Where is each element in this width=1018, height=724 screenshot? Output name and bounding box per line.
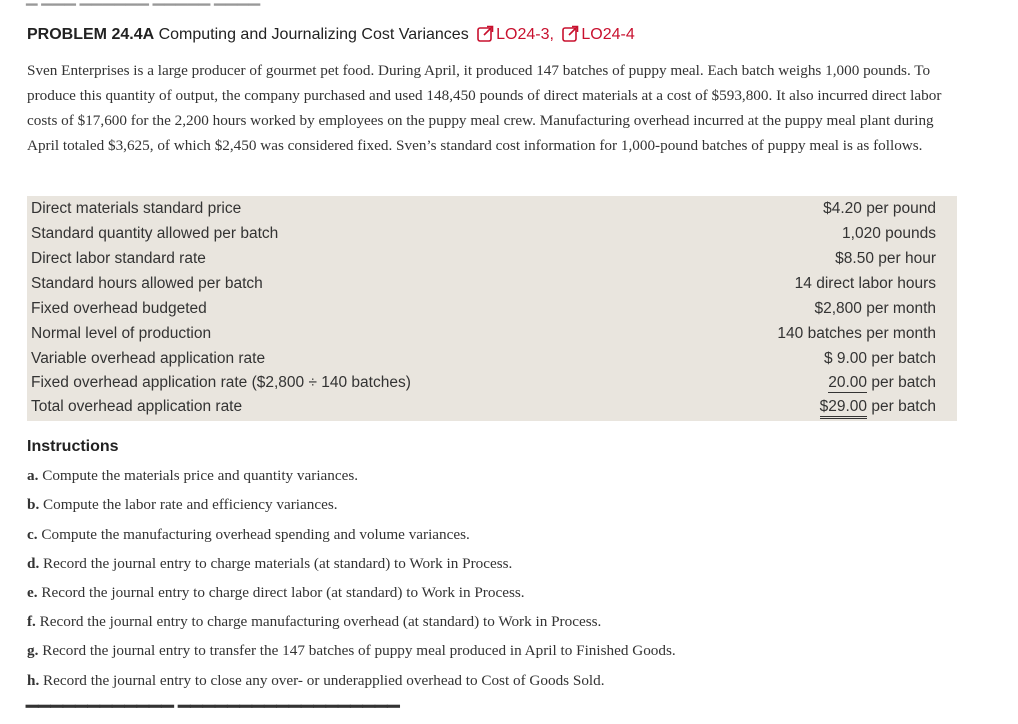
instruction-item: h. Record the journal entry to close any over- or underapplied overhead to Cost of Goods Sold. xyxy=(27,672,605,689)
external-link-icon xyxy=(477,25,494,49)
problem-label: PROBLEM 24.4A xyxy=(27,26,155,43)
table-row xyxy=(27,271,957,296)
instruction-item: e. Record the journal entry to charge direct labor (at standard) to Work in Process. xyxy=(27,584,525,601)
row-value: 140 batches per month xyxy=(777,325,936,342)
row-label: Variable overhead application rate xyxy=(31,350,266,367)
previous-text-cutoff xyxy=(26,0,666,4)
row-value: $29.00 per batch xyxy=(820,394,936,419)
instruction-item: b. Compute the labor rate and efficiency variances. xyxy=(27,496,338,513)
lo-link-24-3[interactable]: LO24-3, xyxy=(496,26,554,43)
row-label: Standard hours allowed per batch xyxy=(31,275,263,292)
instruction-item: g. Record the journal entry to transfer the 147 batches of puppy meal produced in April to Finished Goods. xyxy=(27,642,676,659)
standard-cost-table xyxy=(27,196,957,421)
problem-heading xyxy=(27,24,635,46)
external-link-icon xyxy=(562,25,579,49)
row-label: Normal level of production xyxy=(31,325,212,342)
problem-title: Computing and Journalizing Cost Variances xyxy=(158,26,469,43)
table-row xyxy=(27,221,957,246)
row-label: Fixed overhead budgeted xyxy=(31,300,207,317)
instruction-item: d. Record the journal entry to charge materials (at standard) to Work in Process. xyxy=(27,555,513,572)
table-row xyxy=(27,246,957,271)
table-row xyxy=(27,394,957,419)
row-value: 14 direct labor hours xyxy=(794,275,936,292)
table-row xyxy=(27,321,957,346)
instructions-title: Instructions xyxy=(27,438,119,455)
table-row xyxy=(27,370,957,395)
table-row xyxy=(27,346,957,371)
row-value: 20.00 per batch xyxy=(828,374,936,391)
row-value: 1,020 pounds xyxy=(842,225,936,242)
row-value: $ 9.00 per batch xyxy=(823,350,936,367)
row-label: Fixed overhead application rate ($2,800 ÷ 140 batches) xyxy=(31,374,411,391)
lo-link-24-4[interactable]: LO24-4 xyxy=(581,26,635,43)
row-value: $8.50 per hour xyxy=(835,250,936,267)
row-value: $4.20 per pound xyxy=(823,200,936,217)
intro-paragraph: Sven Enterprises is a large producer of gourmet pet food. During April, it produced 147 batches of puppy meal. Each batch weighs 1,000 pounds. To produce this quantity of output, the company purchased and used 148,450 pounds of direct materials at a cost of $593,800. It also incurred direct labor costs of $17,600 for the 2,200 hours worked by employees on the puppy meal crew. Manufacturing overhead incurred at the puppy meal plant during April totaled $3,625, of which $2,450 was considered fixed. Sven’s standard cost information for 1,000-pound batches of puppy meal is as follows. xyxy=(27,62,942,154)
row-label: Direct labor standard rate xyxy=(31,250,206,267)
instruction-item: a. Compute the materials price and quantity variances. xyxy=(27,467,359,484)
row-label: Total overhead application rate xyxy=(31,398,243,415)
instruction-item: c. Compute the manufacturing overhead spending and volume variances. xyxy=(27,526,470,543)
table-row xyxy=(27,196,957,221)
row-value: $2,800 per month xyxy=(814,300,936,317)
table-row xyxy=(27,296,957,321)
row-label: Standard quantity allowed per batch xyxy=(31,225,279,242)
instruction-item: f. Record the journal entry to charge manufacturing overhead (at standard) to Work in Process. xyxy=(27,613,602,630)
next-heading-cutoff: ▔▔▔▔▔▔▔▔▔▔▔▔ ▔▔▔▔▔▔▔▔▔▔▔▔▔▔▔▔▔▔ xyxy=(26,707,400,724)
row-label: Direct materials standard price xyxy=(31,200,242,217)
